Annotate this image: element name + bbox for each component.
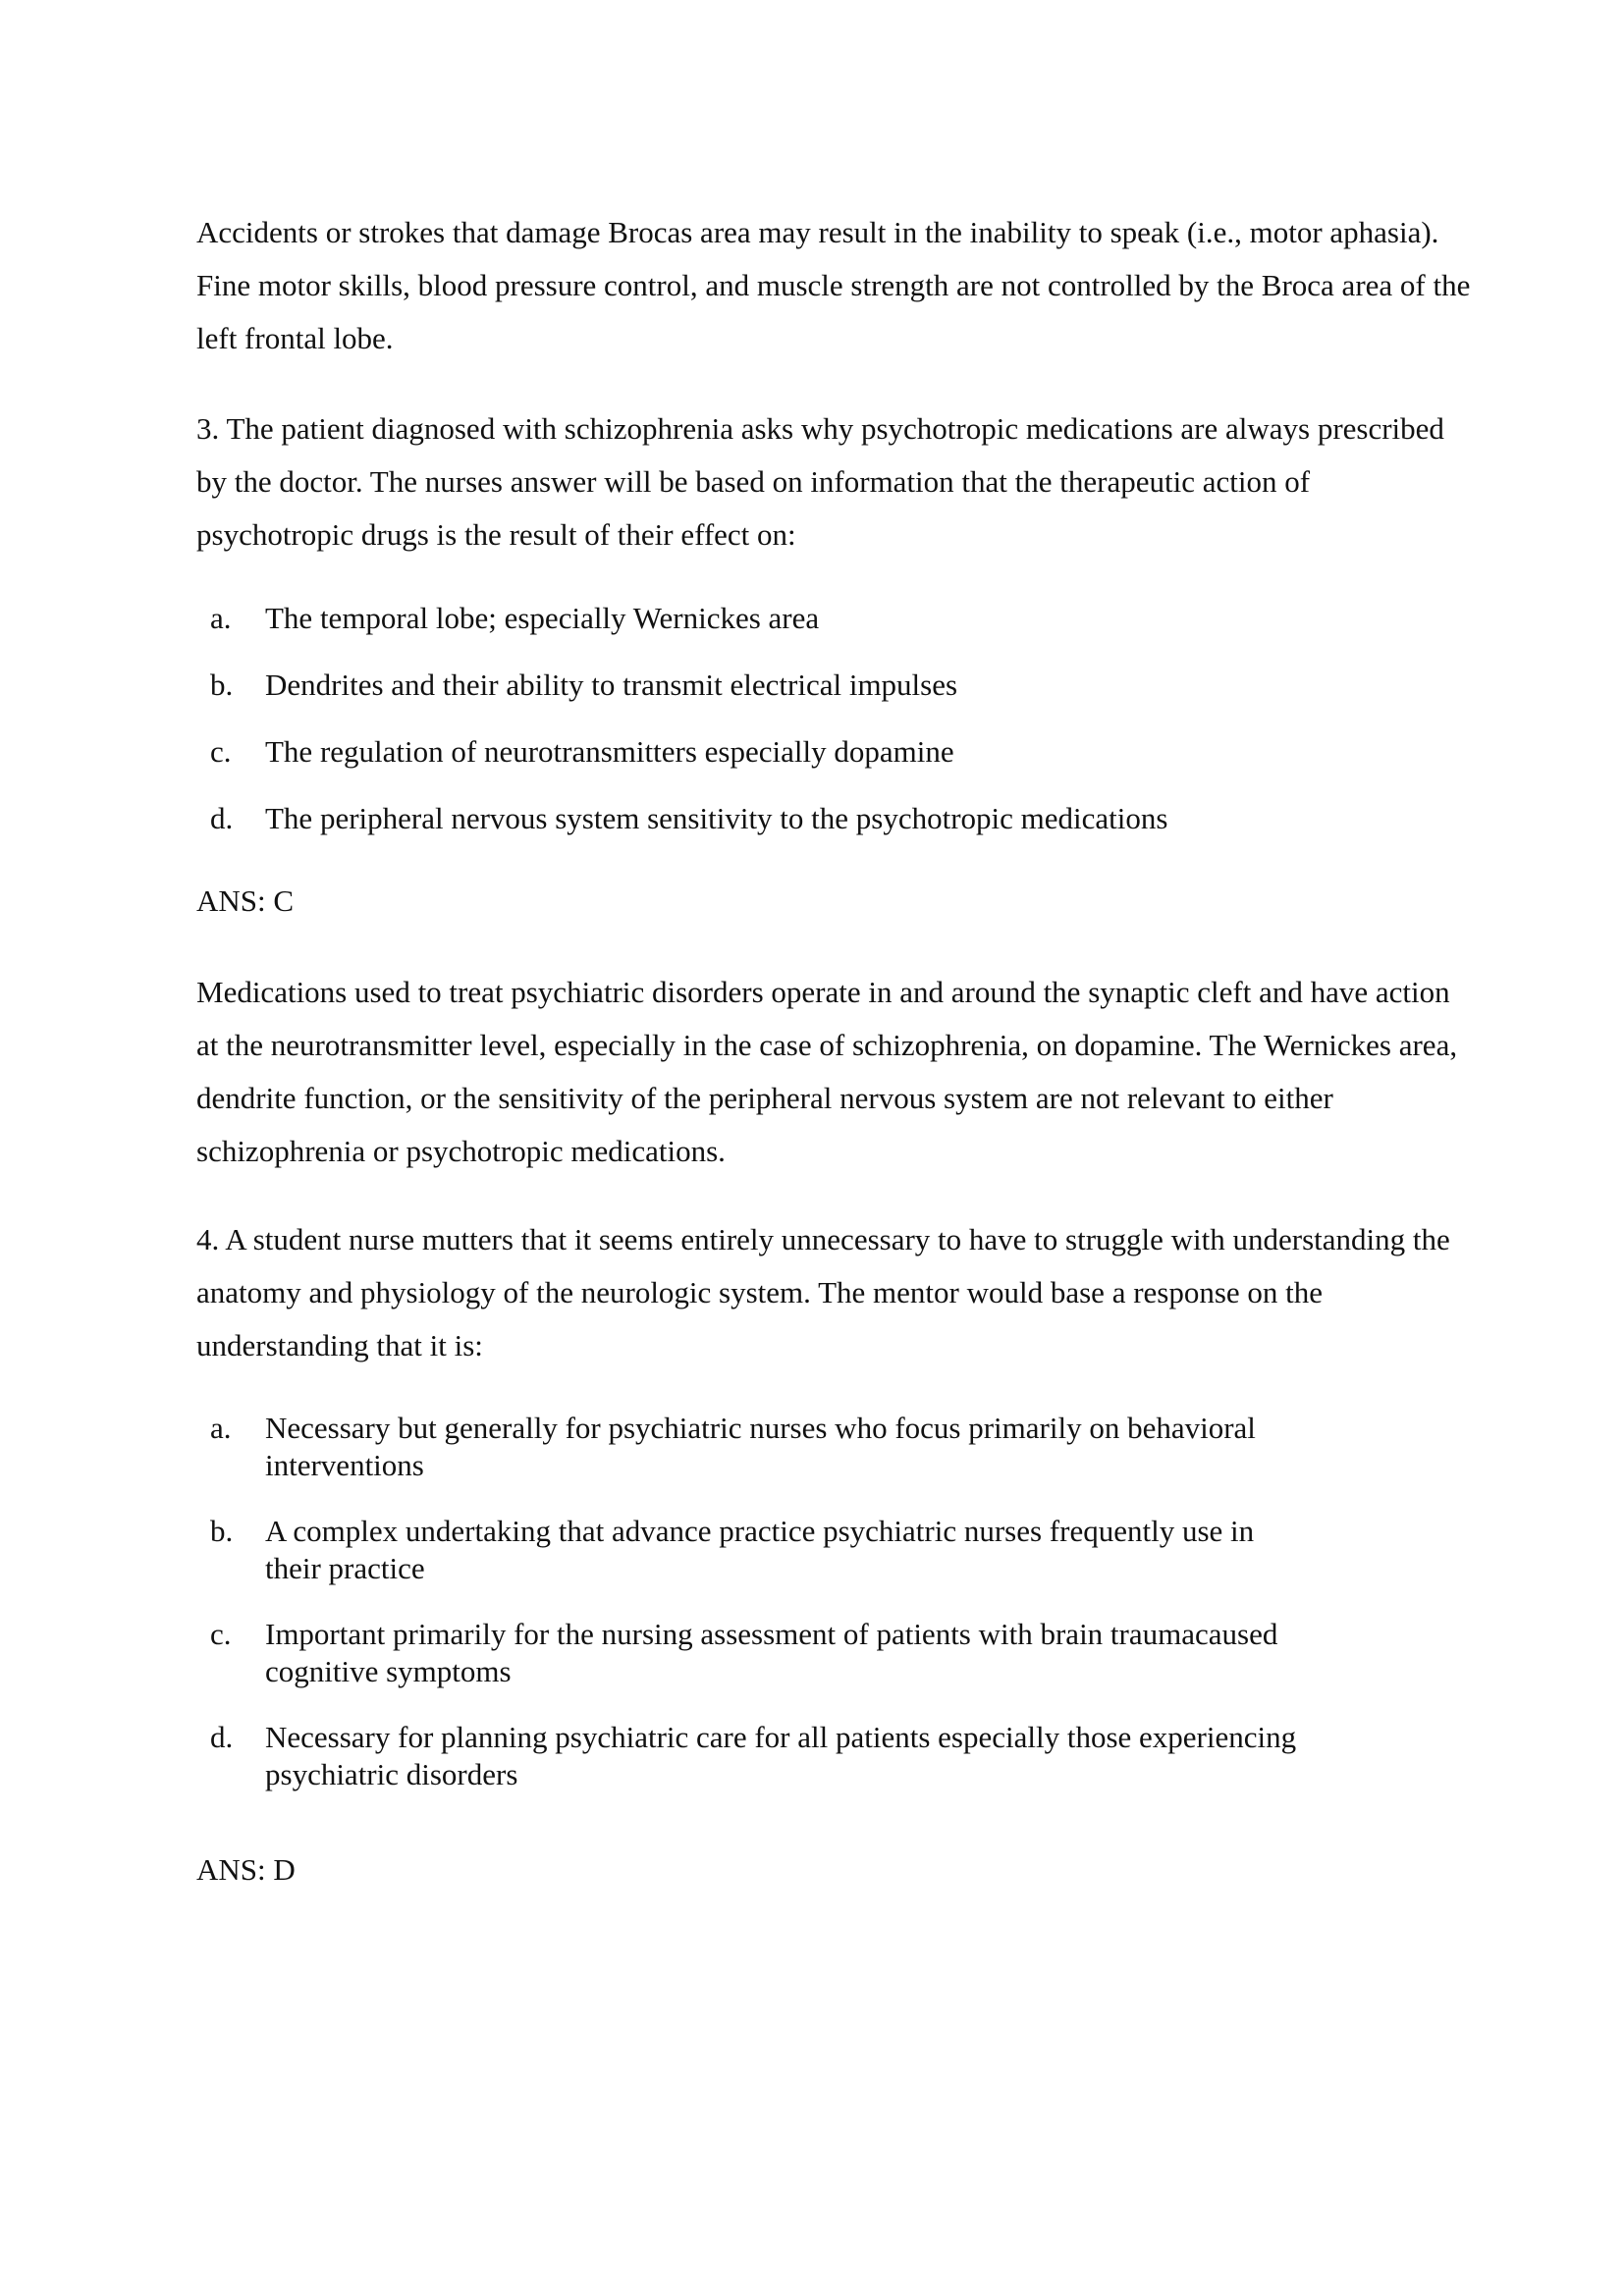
option-letter: d. [210,801,234,835]
question-3-options [196,599,1473,838]
question-3-explanation: Medications used to treat psychiatric disorders operate in and around the synaptic cleft and have action at the neurotransmitter level, especially in the case of schizophrenia, on dopamine. The Wernickes area, dendrite function, or the sensitivity of the peripheral nervous system are not relevant to either schizophrenia or psychotropic medications. [196,975,1458,1168]
question-3-stem: 3. The patient diagnosed with schizophrenia asks why psychotropic medications are always prescribed by the doctor. The nurses answer will be based on information that the therapeutic action of psychotropic drugs is the result of their effect on: [196,411,1444,552]
question-3-option-b [196,666,1473,705]
question-3-option-d [196,799,1473,838]
question-4-option-b [196,1513,1306,1587]
question-3-answer: ANS: C [196,883,295,918]
previous-explanation: Accidents or strokes that damage Brocas area may result in the inability to speak (i.e., motor aphasia). Fine motor skills, blood pressure control, and muscle strength are not controlled by the Broca area of the left frontal lobe. [196,215,1471,355]
question-4-option-d [196,1719,1306,1793]
question-3-option-c [196,732,1473,772]
question-4-option-c [196,1616,1306,1690]
option-letter: a. [210,1411,232,1445]
option-text: A complex undertaking that advance practice psychiatric nurses frequently use in their practice [265,1514,1255,1585]
option-letter: a. [210,601,232,635]
option-text: Dendrites and their ability to transmit electrical impulses [265,667,958,702]
page-content [196,206,1473,1890]
option-text: The temporal lobe; especially Wernickes area [265,601,820,635]
option-text: Important primarily for the nursing assessment of patients with brain traumacaused cognitive symptoms [265,1617,1278,1688]
option-text: The peripheral nervous system sensitivity to the psychotropic medications [265,801,1168,835]
option-text: Necessary for planning psychiatric care for all patients especially those experiencing psychiatric disorders [265,1720,1297,1791]
option-letter: b. [210,1514,234,1548]
option-letter: c. [210,734,232,769]
option-letter: c. [210,1617,232,1651]
option-letter: b. [210,667,234,702]
option-text: Necessary but generally for psychiatric nurses who focus primarily on behavioral interventions [265,1411,1256,1482]
question-4-options [196,1410,1473,1793]
question-4-stem: 4. A student nurse mutters that it seems entirely unnecessary to have to struggle with understanding the anatomy and physiology of the neurologic system. The mentor would base a response on the understanding that it is: [196,1222,1450,1362]
question-4-option-a [196,1410,1306,1484]
option-text: The regulation of neurotransmitters especially dopamine [265,734,954,769]
question-4-answer: ANS: D [196,1852,296,1887]
option-letter: d. [210,1720,234,1754]
question-3-option-a [196,599,1473,638]
